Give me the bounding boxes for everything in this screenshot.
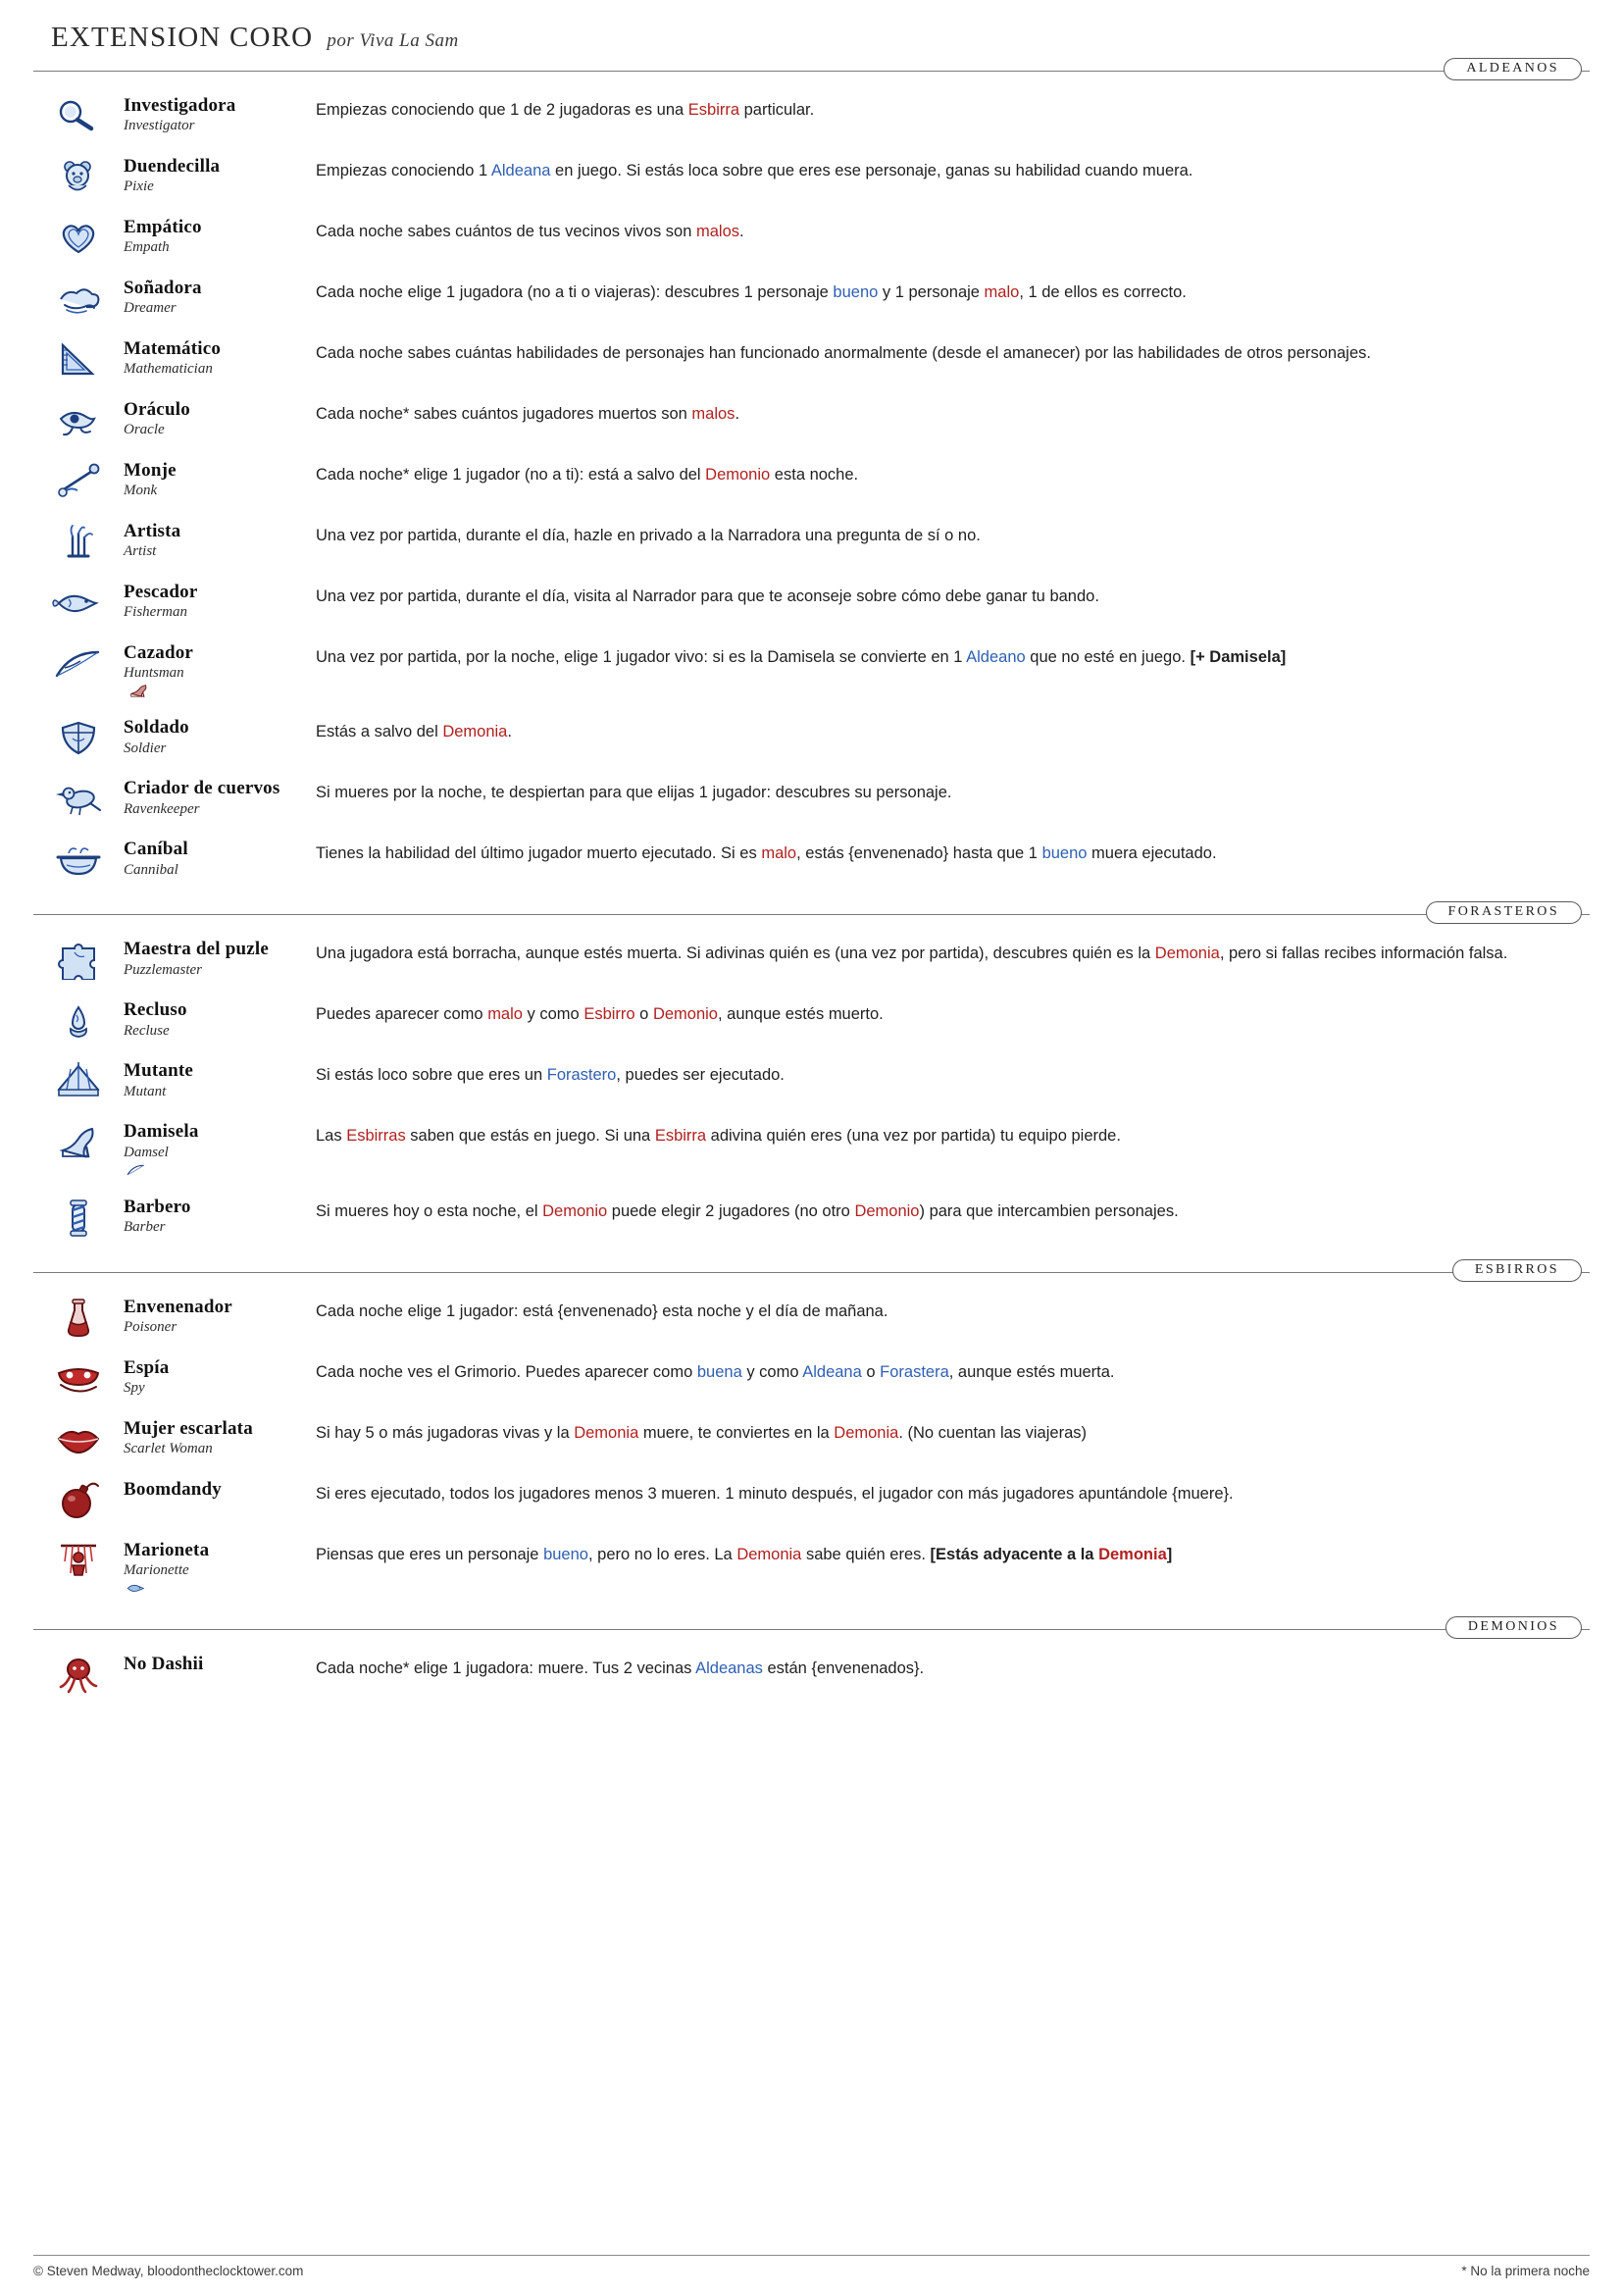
- character-name-en: Damsel: [124, 1144, 169, 1160]
- cannibal-pot-icon: [33, 837, 124, 880]
- character-name-en: Empath: [124, 239, 170, 256]
- character-name-cell: [124, 1538, 316, 1605]
- character-name-es: Matemático: [124, 338, 222, 359]
- character-ability-text: Tienes la habilidad del último jugador muerto ejecutado. Si es malo, estás {envenenado} hasta que 1 bueno muera ejecutado.: [316, 844, 1217, 863]
- character-name-cell: [124, 776, 316, 817]
- character-name-es: Recluso: [124, 999, 187, 1021]
- character-name-cell: [124, 580, 316, 621]
- character-name-en: Mathematician: [124, 361, 213, 378]
- character-row: [33, 150, 1590, 211]
- character-name-en: Dreamer: [124, 300, 177, 317]
- sections-container: [33, 58, 1590, 1709]
- character-name-cell: [124, 715, 316, 756]
- page-header: [33, 22, 1590, 54]
- character-ability-text: Si mueres hoy o esta noche, el Demonio puede elegir 2 jugadores (no otro Demonio) para que intercambien personajes.: [316, 1201, 1179, 1220]
- character-name-cell: [124, 1477, 316, 1500]
- character-name-en: Barber: [124, 1218, 166, 1235]
- character-row: [33, 772, 1590, 833]
- character-name-cell: [124, 1119, 316, 1186]
- character-name-es: No Dashii: [124, 1653, 204, 1674]
- character-row: [33, 1291, 1590, 1352]
- character-ability-text: Si estás loco sobre que eres un Forastero, puedes ser ejecutado.: [316, 1066, 785, 1085]
- footer-credit: © Steven Medway, bloodontheclocktower.com: [33, 2264, 304, 2278]
- character-row: [33, 89, 1590, 150]
- character-name-en: Soldier: [124, 740, 167, 756]
- red-lips-icon: [33, 1416, 124, 1459]
- heart-icon: [33, 215, 124, 258]
- character-ability-text: Cada noche sabes cuántas habilidades de personajes han funcionado anormalmente (desde el amanecer) por las habilidades de otros personajes.: [316, 344, 1371, 362]
- character-name-es: Maestra del puzle: [124, 939, 269, 960]
- shield-icon: [33, 715, 124, 758]
- raven-icon: [33, 776, 124, 819]
- page-subtitle: por Viva La Sam: [327, 30, 459, 51]
- character-name-es: Soñadora: [124, 278, 202, 298]
- section-divider: [33, 1272, 1590, 1273]
- character-name-en: Cannibal: [124, 861, 178, 878]
- character-row: [33, 637, 1590, 711]
- character-ability-text: Empiezas conociendo 1 Aldeana en juego. Si estás loca sobre que eres ese personaje, ganas su habilidad cuando muera.: [316, 162, 1193, 179]
- monk-staff-icon: [33, 458, 124, 501]
- character-row: [33, 332, 1590, 393]
- octopus-icon: [33, 1652, 124, 1695]
- fish-icon: [33, 580, 124, 623]
- character-ability-text: Una vez por partida, por la noche, elige 1 jugador vivo: si es la Damisela se convierte en 1 Aldeano que no esté en juego. [+ Damisela]: [316, 648, 1287, 666]
- character-list: [33, 1648, 1590, 1709]
- damsel-shoe-icon: [124, 684, 316, 707]
- section-label: ALDEANOS: [1444, 58, 1582, 80]
- character-name-es: Mutante: [124, 1060, 194, 1082]
- character-ability-text: Cada noche sabes cuántos de tus vecinos vivos son malos.: [316, 223, 744, 240]
- character-ability-text: Cada noche* elige 1 jugadora: muere. Tus 2 vecinas Aldeanas están {envenenados}.: [316, 1658, 925, 1677]
- character-name-en: Fisherman: [124, 604, 187, 621]
- character-ability-text: Las Esbirras saben que estás en juego. Si una Esbirra adivina quién eres (una vez por partida) tu equipo pierde.: [316, 1127, 1121, 1146]
- character-row: [33, 711, 1590, 772]
- high-heel-shoe-icon: [33, 1119, 124, 1162]
- character-row: [33, 393, 1590, 454]
- character-name-cell: [124, 154, 316, 195]
- character-ability-text: Si mueres por la noche, te despiertan para que elijas 1 jugador: descubres su personaje.: [316, 784, 952, 802]
- character-name-en: Puzzlemaster: [124, 961, 202, 978]
- section-divider: [33, 1629, 1590, 1630]
- character-name-cell: [124, 937, 316, 978]
- section-band: [33, 1259, 1590, 1285]
- character-name-en: Oracle: [124, 422, 165, 438]
- character-ability-text: Cada noche elige 1 jugadora (no a ti o viajeras): descubres 1 personaje bueno y 1 personaje malo, 1 de ellos es correcto.: [316, 283, 1187, 301]
- character-ability-text: Si eres ejecutado, todos los jugadores menos 3 mueren. 1 minuto después, el jugador con más jugadores apuntándole {muere}.: [316, 1484, 1234, 1503]
- bomb-icon: [33, 1477, 124, 1520]
- character-name-es: Investigadora: [124, 95, 236, 116]
- character-row: [33, 1473, 1590, 1534]
- character-name-cell: [124, 336, 316, 378]
- character-name-es: Damisela: [124, 1121, 199, 1143]
- character-name-en: Poisoner: [124, 1318, 178, 1335]
- character-name-cell: [124, 1652, 316, 1674]
- spy-mask-icon: [33, 1355, 124, 1399]
- character-name-cell: [124, 837, 316, 878]
- character-row: [33, 1054, 1590, 1115]
- oil-lamp-icon: [33, 997, 124, 1041]
- character-row: [33, 1115, 1590, 1190]
- character-ability-text: Una jugadora está borracha, aunque estés muerta. Si adivinas quién es (una vez por partida), descubres quién es la Demonia, pero si fallas recibes información falsa.: [316, 944, 1508, 963]
- character-name-cell: [124, 1195, 316, 1236]
- section-band: [33, 58, 1590, 83]
- section-band: [33, 1616, 1590, 1642]
- character-ability-text: Cada noche* elige 1 jugador (no a ti): está a salvo del Demonio esta noche.: [316, 466, 859, 484]
- paintbrushes-icon: [33, 519, 124, 562]
- character-name-en: Pixie: [124, 179, 154, 195]
- character-name-en: Monk: [124, 483, 158, 499]
- marionette-icon: [33, 1538, 124, 1581]
- character-name-es: Criador de cuervos: [124, 778, 280, 799]
- character-name-en: Huntsman: [124, 665, 184, 682]
- character-name-cell: [124, 640, 316, 707]
- character-name-en: Scarlet Woman: [124, 1440, 213, 1456]
- character-ability-text: Si hay 5 o más jugadoras vivas y la Demonia muere, te conviertes en la Demonia. (No cuentan las viajeras): [316, 1423, 1087, 1442]
- page-footer: [33, 2255, 1590, 2278]
- section-divider: [33, 71, 1590, 72]
- barber-pole-icon: [33, 1195, 124, 1238]
- character-ability-text: Cada noche ves el Grimorio. Puedes aparecer como buena y como Aldeana o Forastera, aunque estés muerta.: [316, 1362, 1115, 1381]
- character-row: [33, 1534, 1590, 1608]
- character-name-cell: [124, 215, 316, 256]
- cloud-swirl-icon: [33, 276, 124, 319]
- character-name-es: Barbero: [124, 1196, 191, 1217]
- section-label: DEMONIOS: [1445, 1616, 1582, 1639]
- character-name-es: Boomdandy: [124, 1478, 223, 1500]
- page-title: EXTENSION CORO: [51, 22, 314, 53]
- character-name-cell: [124, 1416, 316, 1457]
- character-name-en: Spy: [124, 1379, 145, 1396]
- section-label: FORASTEROS: [1426, 901, 1582, 924]
- character-name-es: Envenenador: [124, 1296, 232, 1317]
- character-row: [33, 515, 1590, 576]
- character-name-es: Soldado: [124, 717, 189, 739]
- puzzle-piece-icon: [33, 937, 124, 980]
- character-row: [33, 576, 1590, 637]
- character-row: [33, 1412, 1590, 1473]
- character-name-cell: [124, 93, 316, 134]
- character-name-cell: [124, 997, 316, 1039]
- character-name-es: Espía: [124, 1356, 170, 1378]
- character-ability-text: Puedes aparecer como malo y como Esbirro o Demonio, aunque estés muerto.: [316, 1005, 884, 1024]
- character-row: [33, 272, 1590, 332]
- character-row: [33, 1191, 1590, 1251]
- footer-note: * No la primera noche: [1461, 2264, 1590, 2278]
- character-ability-text: Una vez por partida, durante el día, visita al Narrador para que te aconseje sobre cómo debe ganar tu bando.: [316, 587, 1099, 605]
- character-ability-text: Una vez por partida, durante el día, hazle en privado a la Narradora una pregunta de sí o no.: [316, 527, 981, 544]
- character-name-en: Investigator: [124, 118, 195, 134]
- circus-tent-icon: [33, 1058, 124, 1101]
- character-name-en: Mutant: [124, 1083, 167, 1099]
- character-row: [33, 833, 1590, 893]
- poison-vial-icon: [33, 1295, 124, 1338]
- character-ability-text: Cada noche* sabes cuántos jugadores muertos son malos.: [316, 405, 740, 423]
- character-name-cell: [124, 1058, 316, 1099]
- character-list: [33, 89, 1590, 893]
- character-name-es: Pescador: [124, 582, 198, 602]
- teddy-bear-icon: [33, 154, 124, 197]
- character-name-en: Ravenkeeper: [124, 800, 200, 817]
- character-ability-text: Empiezas conociendo que 1 de 2 jugadoras es una Esbirra particular.: [316, 101, 815, 119]
- huntsman-bow-icon: [124, 1163, 316, 1187]
- character-name-cell: [124, 1295, 316, 1336]
- character-name-es: Cazador: [124, 642, 194, 663]
- character-name-es: Duendecilla: [124, 156, 221, 177]
- character-name-es: Mujer escarlata: [124, 1417, 253, 1439]
- bow-and-arrow-icon: [33, 640, 124, 684]
- character-name-en: Recluse: [124, 1022, 170, 1039]
- character-list: [33, 933, 1590, 1250]
- character-row: [33, 1648, 1590, 1709]
- section-label: ESBIRROS: [1452, 1259, 1582, 1282]
- magnifier-icon: [33, 93, 124, 136]
- character-name-es: Monje: [124, 460, 177, 481]
- character-row: [33, 454, 1590, 515]
- character-ability-text: Cada noche elige 1 jugador: está {envenenado} esta noche y el día de mañana.: [316, 1301, 888, 1320]
- character-name-cell: [124, 519, 316, 560]
- section-divider: [33, 914, 1590, 915]
- character-name-cell: [124, 397, 316, 438]
- character-ability-text: Piensas que eres un personaje bueno, pero no lo eres. La Demonia sabe quién eres. [Estás adyacente a la Demonia]: [316, 1545, 1173, 1563]
- eye-of-horus-icon: [33, 397, 124, 440]
- character-name-cell: [124, 276, 316, 317]
- character-list: [33, 1291, 1590, 1608]
- character-name-en: Marionette: [124, 1561, 189, 1578]
- character-row: [33, 1352, 1590, 1412]
- character-name-es: Marioneta: [124, 1539, 210, 1560]
- character-row: [33, 933, 1590, 994]
- character-name-cell: [124, 458, 316, 499]
- character-name-es: Caníbal: [124, 839, 188, 860]
- character-name-cell: [124, 1355, 316, 1397]
- character-name-es: Oráculo: [124, 399, 190, 420]
- character-row: [33, 211, 1590, 272]
- triangle-ruler-icon: [33, 336, 124, 380]
- section-band: [33, 901, 1590, 927]
- demon-fish-icon: [124, 1581, 316, 1605]
- character-row: [33, 994, 1590, 1054]
- character-ability-text: Estás a salvo del Demonia.: [316, 723, 512, 741]
- character-name-en: Artist: [124, 543, 157, 560]
- character-name-es: Artista: [124, 521, 181, 541]
- character-name-es: Empático: [124, 217, 202, 237]
